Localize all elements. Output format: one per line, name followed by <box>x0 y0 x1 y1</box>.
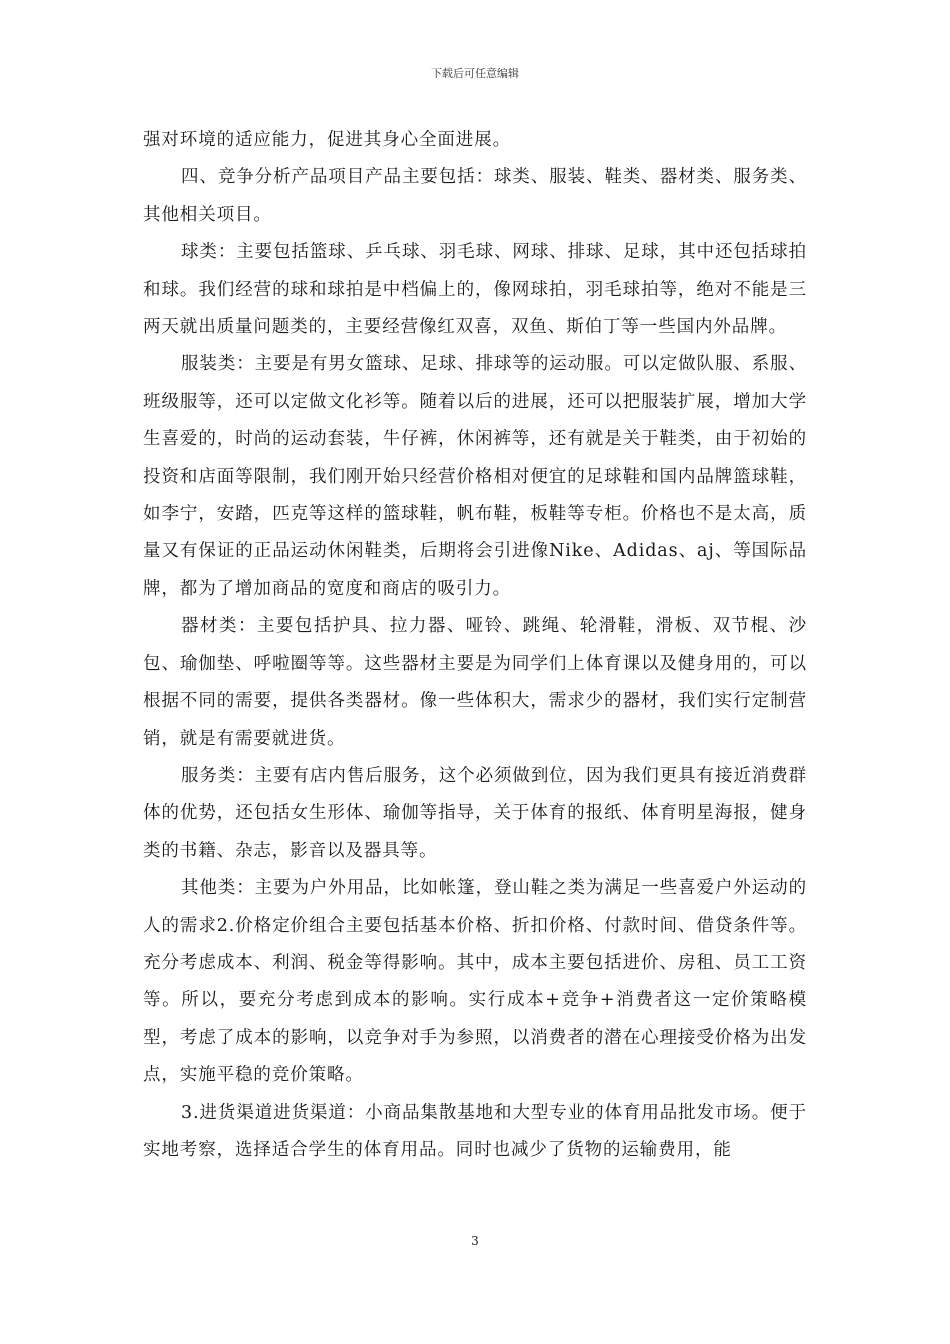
page-number: 3 <box>471 1234 479 1248</box>
paragraph-continuation: 强对环境的适应能力，促进其身心全面进展。 <box>143 130 511 150</box>
paragraph-equipment: 器材类：主要包括护具、拉力器、哑铃、跳绳、轮滑鞋，滑板、双节棍、沙包、瑜伽垫、呼啦圈等等。这些器材主要是为同学们上体育课以及健身用的，可以根据不同的需要，提供各类器材。像一些体积大，需求少的器材，我们实行定制营销，就是有需要就进货。 <box>143 616 807 749</box>
paragraph-clothing: 服装类：主要是有男女篮球、足球、排球等的运动服。可以定做队服、系服、班级服等，还可以定做文化衫等。随着以后的进展，还可以把服装扩展，增加大学生喜爱的，时尚的运动套装，牛仔裤，休闲裤等，还有就是关于鞋类，由于初始的投资和店面等限制，我们刚开始只经营价格相对便宜的足球鞋和国内品牌篮球鞋，如李宁，安踏，匹克等这样的篮球鞋，帆布鞋，板鞋等专柜。价格也不是太高，质量又有保证的正品运动休闲鞋类，后期将会引进像Nike、Adidas、aj、等国际品牌，都为了增加商品的宽度和商店的吸引力。 <box>143 354 807 599</box>
paragraph-others-pricing: 其他类：主要为户外用品，比如帐篷，登山鞋之类为满足一些喜爱户外运动的人的需求2.价格定价组合主要包括基本价格、折扣价格、付款时间、借贷条件等。充分考虑成本、利润、税金等得影响。其中，成本主要包括进价、房租、员工工资等。所以，要充分考虑到成本的影响。实行成本+竞争+消费者这一定价策略模型，考虑了成本的影响，以竞争对手为参照，以消费者的潜在心理接受价格为出发点，实施平稳的竞价策略。 <box>143 878 807 1086</box>
paragraph-services: 服务类：主要有店内售后服务，这个必须做到位，因为我们更具有接近消费群体的优势，还包括女生形体、瑜伽等指导，关于体育的报纸、体育明星海报，健身类的书籍、杂志，影音以及器具等。 <box>143 765 807 861</box>
document-body <box>143 122 807 1169</box>
paragraph-competition-analysis: 四、竞争分析产品项目产品主要包括：球类、服装、鞋类、器材类、服务类、其他相关项目。 <box>143 167 807 225</box>
paragraph-balls: 球类：主要包括篮球、乒乓球、羽毛球、网球、排球、足球，其中还包括球拍和球。我们经营的球和球拍是中档偏上的，像网球拍，羽毛球拍等，绝对不能是三两天就出质量问题类的，主要经营像红双喜，双鱼、斯伯丁等一些国内外品牌。 <box>143 242 807 338</box>
page-header: 下载后可任意编辑 <box>431 67 519 80</box>
paragraph-purchase-channels: 3.进货渠道进货渠道：小商品集散基地和大型专业的体育用品批发市场。便于实地考察，选择适合学生的体育用品。同时也减少了货物的运输费用，能 <box>143 1102 807 1160</box>
